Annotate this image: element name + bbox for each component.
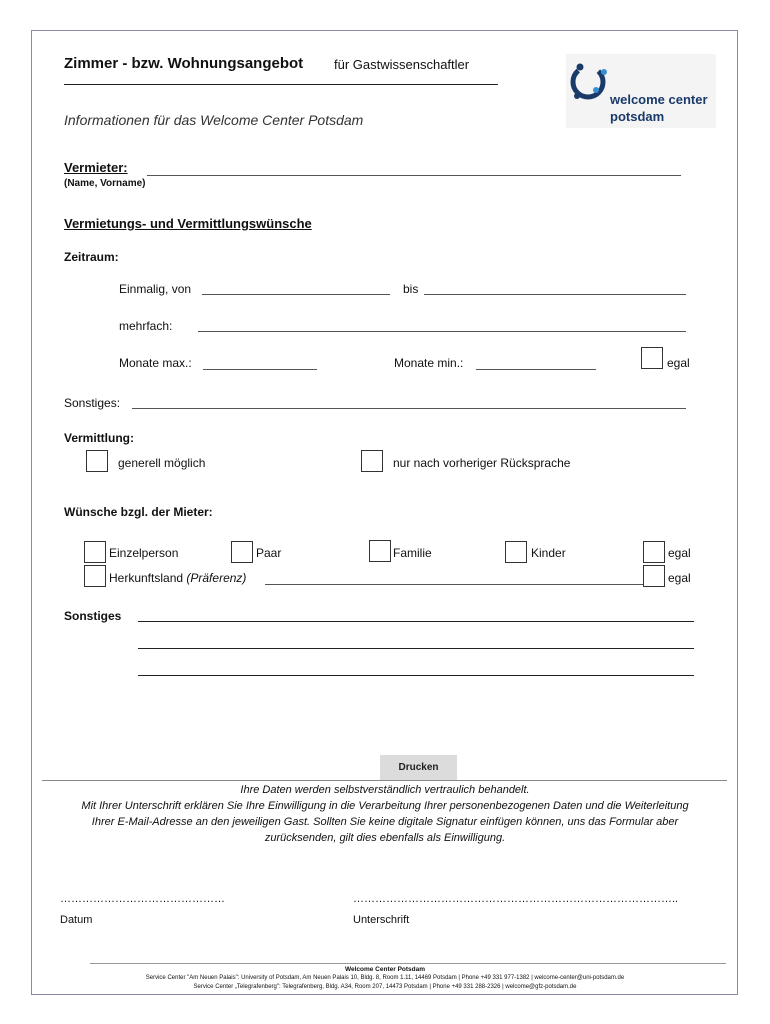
footer-title: Welcome Center Potsdam (344, 966, 426, 973)
zeitraum-egal-label: egal (667, 356, 690, 370)
bis-input-line[interactable] (424, 294, 686, 295)
datum-dots[interactable]: ……………………………………… (60, 893, 225, 905)
mieter-egal-label: egal (668, 546, 691, 560)
zeitraum-label: Zeitraum: (64, 250, 119, 264)
sonstiges2-label: Sonstiges (64, 609, 122, 623)
herkunftsland-text: Herkunftsland (109, 571, 184, 585)
monate-min-input-line[interactable] (476, 369, 596, 370)
vermittlung-label: Vermittlung: (64, 431, 135, 445)
herkunftsland-checkbox[interactable] (84, 565, 106, 587)
sonstiges1-input-line[interactable] (132, 408, 686, 409)
logo-swirl-icon (568, 58, 614, 106)
privacy-line4: zurücksenden, gilt dies ebenfalls als Einwilligung. (264, 832, 506, 844)
form-info: Informationen für das Welcome Center Potsdam (64, 112, 364, 128)
logo-line2: potsdam (610, 109, 665, 124)
herkunft-egal-label: egal (668, 571, 691, 585)
vermieter-label: Vermieter: (64, 160, 128, 175)
vermieter-input-line[interactable] (147, 175, 681, 176)
wuensche-heading: Vermietungs- und Vermittlungswünsche (64, 216, 312, 231)
paar-checkbox[interactable] (231, 541, 253, 563)
unterschrift-dots[interactable]: …………………………………………………………………………….. (353, 893, 679, 905)
privacy-line3: Ihrer E-Mail-Adresse an den jeweiligen Gast. Sollten Sie keine digitale Signatur einfügen können, uns das Formular aber (91, 816, 679, 828)
mehrfach-label: mehrfach: (119, 319, 173, 333)
privacy-line2: Mit Ihrer Unterschrift erklären Sie Ihre Einwilligung in die Verarbeitung Ihrer personenbezogenen Daten und die Weiterleitung (81, 800, 689, 812)
sonstiges2-line-1[interactable] (138, 621, 694, 622)
privacy-divider (42, 780, 727, 781)
sonstiges2-line-2[interactable] (138, 648, 694, 649)
paar-label: Paar (256, 546, 282, 560)
einzelperson-checkbox[interactable] (84, 541, 106, 563)
bis-label: bis (403, 282, 419, 296)
herkunftsland-input-line[interactable] (265, 584, 643, 585)
zeitraum-egal-checkbox[interactable] (641, 347, 663, 369)
monate-max-input-line[interactable] (203, 369, 317, 370)
von-input-line[interactable] (202, 294, 390, 295)
sonstiges1-label: Sonstiges: (64, 396, 121, 410)
footer-divider (90, 963, 726, 964)
vermittlung-ruecksprache-label: nur nach vorheriger Rücksprache (393, 456, 571, 470)
title-underline (64, 84, 498, 85)
unterschrift-label: Unterschrift (353, 914, 410, 926)
vermittlung-generell-checkbox[interactable] (86, 450, 108, 472)
einzelperson-label: Einzelperson (109, 546, 179, 560)
datum-label: Datum (60, 914, 93, 926)
herkunftsland-pref: (Präferenz) (186, 571, 247, 585)
familie-checkbox[interactable] (369, 540, 391, 562)
kinder-checkbox[interactable] (505, 541, 527, 563)
logo-line1: welcome center (610, 92, 708, 107)
welcome-center-logo (566, 54, 716, 128)
footer-line2: Service Center „Telegrafenberg": Telegrafenberg, Bldg. A34, Room 207, 14473 Potsdam | Phone +49 331 288-2326 | welcome@gfz-potsdam.de (193, 984, 577, 990)
footer-line1: Service Center "Am Neuen Palais": University of Potsdam, Am Neuen Palais 10, Bldg. 8, Room 1.11, 14469 Potsdam | Phone +49 331 977-1382 | welcome-center@uni-potsdam.de (145, 975, 625, 981)
einmalig-label: Einmalig, von (119, 282, 192, 296)
vermittlung-ruecksprache-checkbox[interactable] (361, 450, 383, 472)
form-title: Zimmer - bzw. Wohnungsangebot (64, 55, 304, 72)
privacy-line1: Ihre Daten werden selbstverständlich vertraulich behandelt. (240, 784, 530, 796)
mieter-label: Wünsche bzgl. der Mieter: (64, 505, 213, 519)
sonstiges2-line-3[interactable] (138, 675, 694, 676)
monate-max-label: Monate max.: (119, 356, 192, 370)
herkunftsland-label (109, 571, 246, 585)
kinder-label: Kinder (531, 546, 566, 560)
drucken-button[interactable]: Drucken (380, 755, 457, 780)
mehrfach-input-line[interactable] (198, 331, 686, 332)
monate-min-label: Monate min.: (394, 356, 464, 370)
vermieter-hint: (Name, Vorname) (64, 178, 146, 189)
mieter-egal-checkbox[interactable] (643, 541, 665, 563)
vermittlung-generell-label: generell möglich (118, 456, 206, 470)
familie-label: Familie (393, 546, 432, 560)
form-subtitle: für Gastwissenschaftler (334, 57, 470, 72)
herkunft-egal-checkbox[interactable] (643, 565, 665, 587)
